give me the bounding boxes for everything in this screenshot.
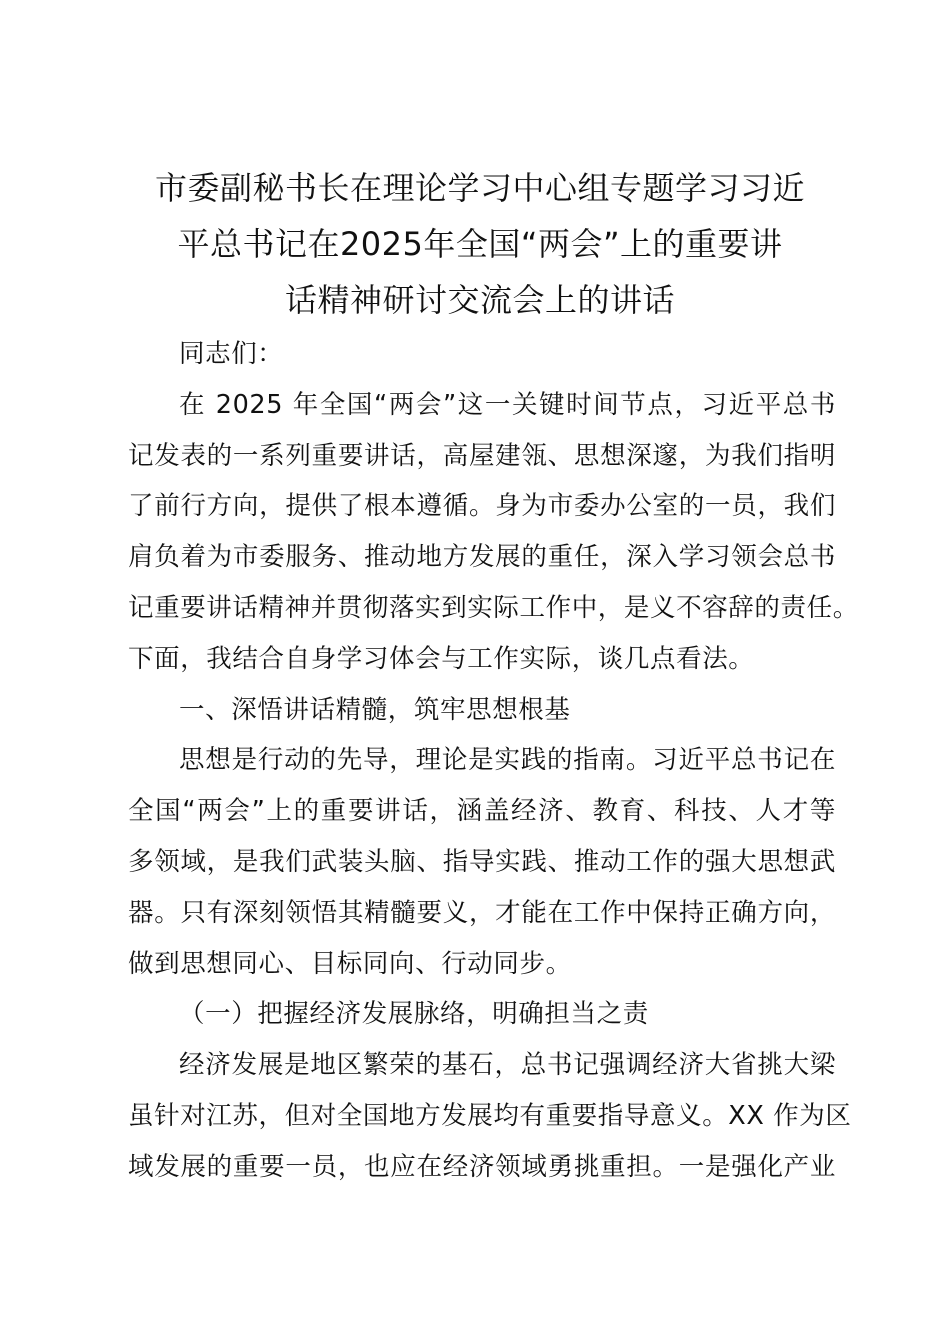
paragraph-line: 器。只有深刻领悟其精髓要义，才能在工作中保持正确方向， bbox=[128, 897, 836, 928]
paragraph-line: 经济发展是地区繁荣的基石，总书记强调经济大省挑大梁 bbox=[179, 1050, 836, 1081]
title-line: 话精神研讨交流会上的讲话 bbox=[284, 281, 675, 319]
paragraph-line: 全国“两会”上的重要讲话，涵盖经济、教育、科技、人才等 bbox=[128, 796, 836, 827]
paragraph-line: 在 2025 年全国“两会”这一关键时间节点，习近平总书 bbox=[179, 389, 836, 420]
paragraph-line: 记重要讲话精神并贯彻落实到实际工作中，是义不容辞的责任。 bbox=[128, 592, 859, 623]
paragraph-line: 域发展的重要一员，也应在经济领域勇挑重担。一是强化产业 bbox=[128, 1151, 836, 1182]
salutation: 同志们： bbox=[179, 339, 284, 369]
paragraph-line: 思想是行动的先导，理论是实践的指南。习近平总书记在 bbox=[179, 745, 836, 776]
paragraph-line: 虽针对江苏，但对全国地方发展均有重要指导意义。XX 作为区 bbox=[128, 1100, 852, 1131]
paragraph-line: 下面，我结合自身学习体会与工作实际，谈几点看法。 bbox=[128, 643, 755, 674]
paragraph-line: 了前行方向，提供了根本遵循。身为市委办公室的一员，我们 bbox=[128, 491, 836, 522]
title-line: 平总书记在2025年全国“两会”上的重要讲 bbox=[177, 225, 783, 263]
subsection-heading: （一）把握经济发展脉络，明确担当之责 bbox=[179, 999, 649, 1030]
paragraph-line: 肩负着为市委服务、推动地方发展的重任，深入学习领会总书 bbox=[128, 542, 836, 573]
paragraph-line: 记发表的一系列重要讲话，高屋建瓴、思想深邃，为我们指明 bbox=[128, 440, 836, 471]
document-body bbox=[128, 329, 859, 1193]
title-line: 市委副秘书长在理论学习中心组专题学习习近 bbox=[154, 169, 805, 207]
paragraph-line: 做到思想同心、目标同向、行动同步。 bbox=[128, 948, 572, 979]
paragraph-line: 多领域，是我们武装头脑、指导实践、推动工作的强大思想武 bbox=[128, 846, 836, 877]
section-heading: 一、深悟讲话精髓，筑牢思想根基 bbox=[179, 694, 571, 725]
document-title bbox=[124, 160, 836, 328]
